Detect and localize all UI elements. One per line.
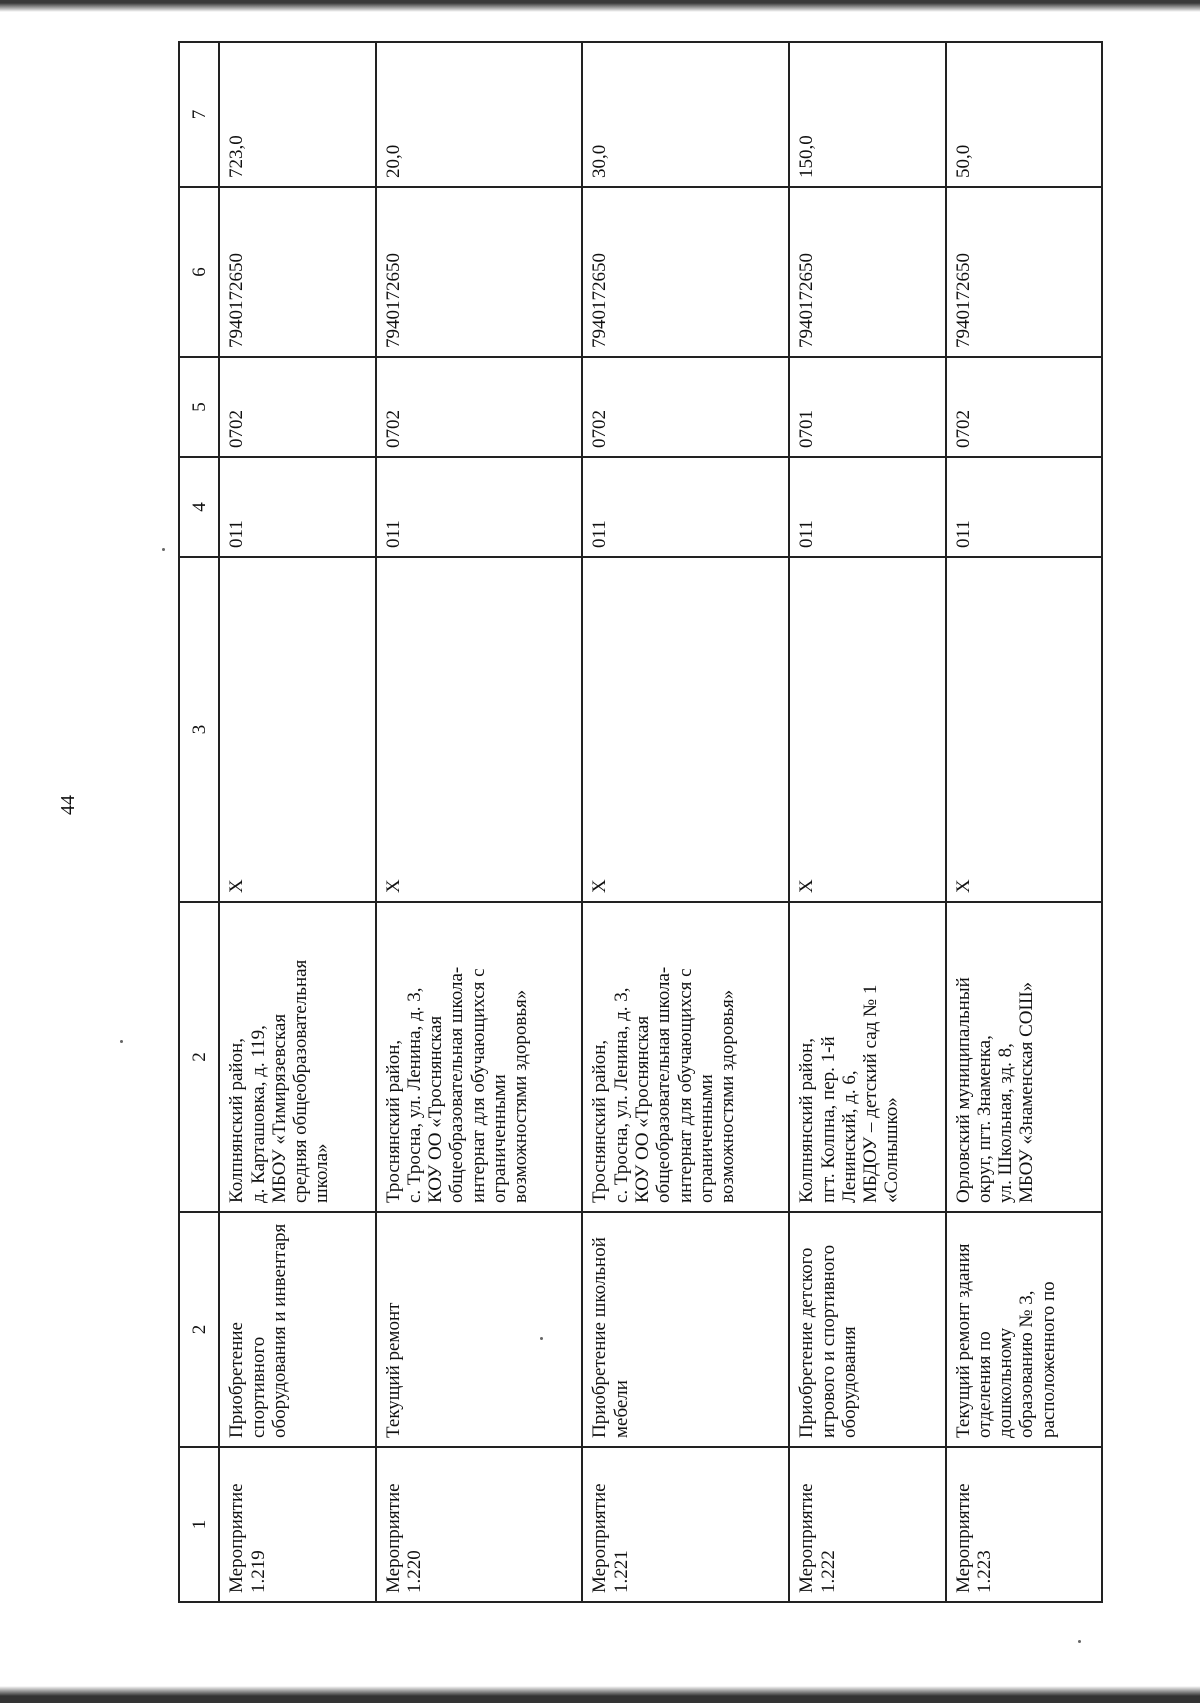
address-line: общеобразовательная школа- xyxy=(653,966,675,1203)
address-line: КОУ ОО «Троснянская xyxy=(632,1015,653,1203)
table-row xyxy=(219,42,375,1602)
measure-id-cell: Мероприятие 1.223 xyxy=(946,1447,1102,1602)
measure-id-cell: Мероприятие 1.221 xyxy=(582,1447,789,1602)
address-line: общеобразовательная школа- xyxy=(446,966,468,1203)
address-line: округ, пгт. Знаменка, xyxy=(973,1035,995,1203)
amount-cell: 30,0 xyxy=(582,42,789,187)
address-line: интернат для обучающихся с xyxy=(467,968,489,1203)
document-table-rotated xyxy=(178,43,1103,1603)
address-line: д. Карташовка, д. 119, xyxy=(247,1025,269,1203)
target-article-cell: 7940172650 xyxy=(946,187,1102,357)
measure-description-cell: Текущий ремонт xyxy=(376,1212,583,1447)
column-header: 1 xyxy=(179,1447,219,1602)
code-cell: 011 xyxy=(946,457,1102,557)
target-article-cell: 7940172650 xyxy=(582,187,789,357)
address-line: школа» xyxy=(311,1143,333,1203)
address-line: ограниченными xyxy=(489,1074,511,1203)
address-line: Колпнянский район, xyxy=(796,1038,818,1203)
mark-cell: Х xyxy=(582,557,789,902)
address-line: КОУ ОО «Троснянская xyxy=(425,1015,447,1203)
address-cell xyxy=(946,902,1102,1212)
column-header: 7 xyxy=(179,42,219,187)
amount-cell: 723,0 xyxy=(219,42,375,187)
address-line: ограниченными xyxy=(695,1074,717,1203)
address-line: МБОУ «Тимирязевская xyxy=(268,1013,290,1203)
address-cell xyxy=(219,902,375,1212)
address-cell xyxy=(789,902,945,1212)
address-line: Колпнянский район, xyxy=(226,1038,248,1203)
measure-description-cell: Приобретение школьной мебели xyxy=(582,1212,789,1447)
column-header: 6 xyxy=(179,187,219,357)
address-line: с. Тросна, ул. Ленина, д. 3, xyxy=(610,987,632,1203)
section-code-cell: 0702 xyxy=(219,357,375,457)
address-line: ул. Школьная, зд. 8, xyxy=(995,1043,1017,1203)
scan-speck xyxy=(120,1040,123,1043)
target-article-cell: 7940172650 xyxy=(376,187,583,357)
table-row xyxy=(946,42,1102,1602)
address-line: «Солнышко» xyxy=(881,1097,903,1203)
table-row xyxy=(376,42,583,1602)
scan-edge-top xyxy=(0,0,1200,12)
section-code-cell: 0701 xyxy=(789,357,945,457)
measure-id-cell: Мероприятие 1.222 xyxy=(789,1447,945,1602)
column-header: 2 xyxy=(179,902,219,1212)
code-cell: 011 xyxy=(376,457,583,557)
table-row xyxy=(789,42,945,1602)
address-line: интернат для обучающихся с xyxy=(674,968,696,1203)
measure-description-cell: Текущий ремонт здания отделения по дошкольному образованию № 3, расположенного по xyxy=(946,1212,1102,1447)
table-header-row xyxy=(179,42,219,1602)
address-line: МБОУ «Знаменская СОШ» xyxy=(1016,981,1038,1203)
address-line: Троснянский район, xyxy=(589,1039,611,1203)
mark-cell: Х xyxy=(219,557,375,902)
mark-cell: Х xyxy=(789,557,945,902)
address-line: возможностями здоровья» xyxy=(510,989,532,1203)
page-number: 44 xyxy=(57,795,79,815)
measure-description-cell: Приобретение спортивного оборудования и инвентаря xyxy=(219,1212,375,1447)
scan-speck xyxy=(162,548,165,551)
target-article-cell: 7940172650 xyxy=(789,187,945,357)
measure-id-cell: Мероприятие 1.220 xyxy=(376,1447,583,1602)
address-line: пгт. Колпна, пер. 1-й xyxy=(817,1036,839,1203)
scan-edge-bottom xyxy=(0,1686,1200,1703)
mark-cell: Х xyxy=(946,557,1102,902)
target-article-cell: 7940172650 xyxy=(219,187,375,357)
mark-cell: Х xyxy=(376,557,583,902)
column-header: 4 xyxy=(179,457,219,557)
column-header: 3 xyxy=(179,557,219,902)
address-cell xyxy=(582,902,789,1212)
amount-cell: 20,0 xyxy=(376,42,583,187)
code-cell: 011 xyxy=(789,457,945,557)
scan-speck xyxy=(1078,1640,1081,1643)
measure-description-cell: Приобретение детского игрового и спортивного оборудования xyxy=(789,1212,945,1447)
address-line: средняя общеобразовательная xyxy=(290,959,312,1203)
address-cell xyxy=(376,902,583,1212)
column-header: 2 xyxy=(179,1212,219,1447)
address-line: Орловский муниципальный xyxy=(952,977,974,1203)
column-header: 5 xyxy=(179,357,219,457)
address-line: Ленинский, д. 6, xyxy=(838,1070,860,1203)
section-code-cell: 0702 xyxy=(946,357,1102,457)
address-line: с. Тросна, ул. Ленина, д. 3, xyxy=(403,987,425,1203)
table-row xyxy=(582,42,789,1602)
section-code-cell: 0702 xyxy=(582,357,789,457)
section-code-cell: 0702 xyxy=(376,357,583,457)
code-cell: 011 xyxy=(219,457,375,557)
address-line: Троснянский район, xyxy=(382,1039,404,1203)
address-line: МБДОУ – детский сад № 1 xyxy=(860,984,882,1203)
amount-cell: 50,0 xyxy=(946,42,1102,187)
address-line: возможностями здоровья» xyxy=(717,989,739,1203)
measure-id-cell: Мероприятие 1.219 xyxy=(219,1447,375,1602)
code-cell: 011 xyxy=(582,457,789,557)
document-table xyxy=(178,41,1103,1603)
amount-cell: 150,0 xyxy=(789,42,945,187)
